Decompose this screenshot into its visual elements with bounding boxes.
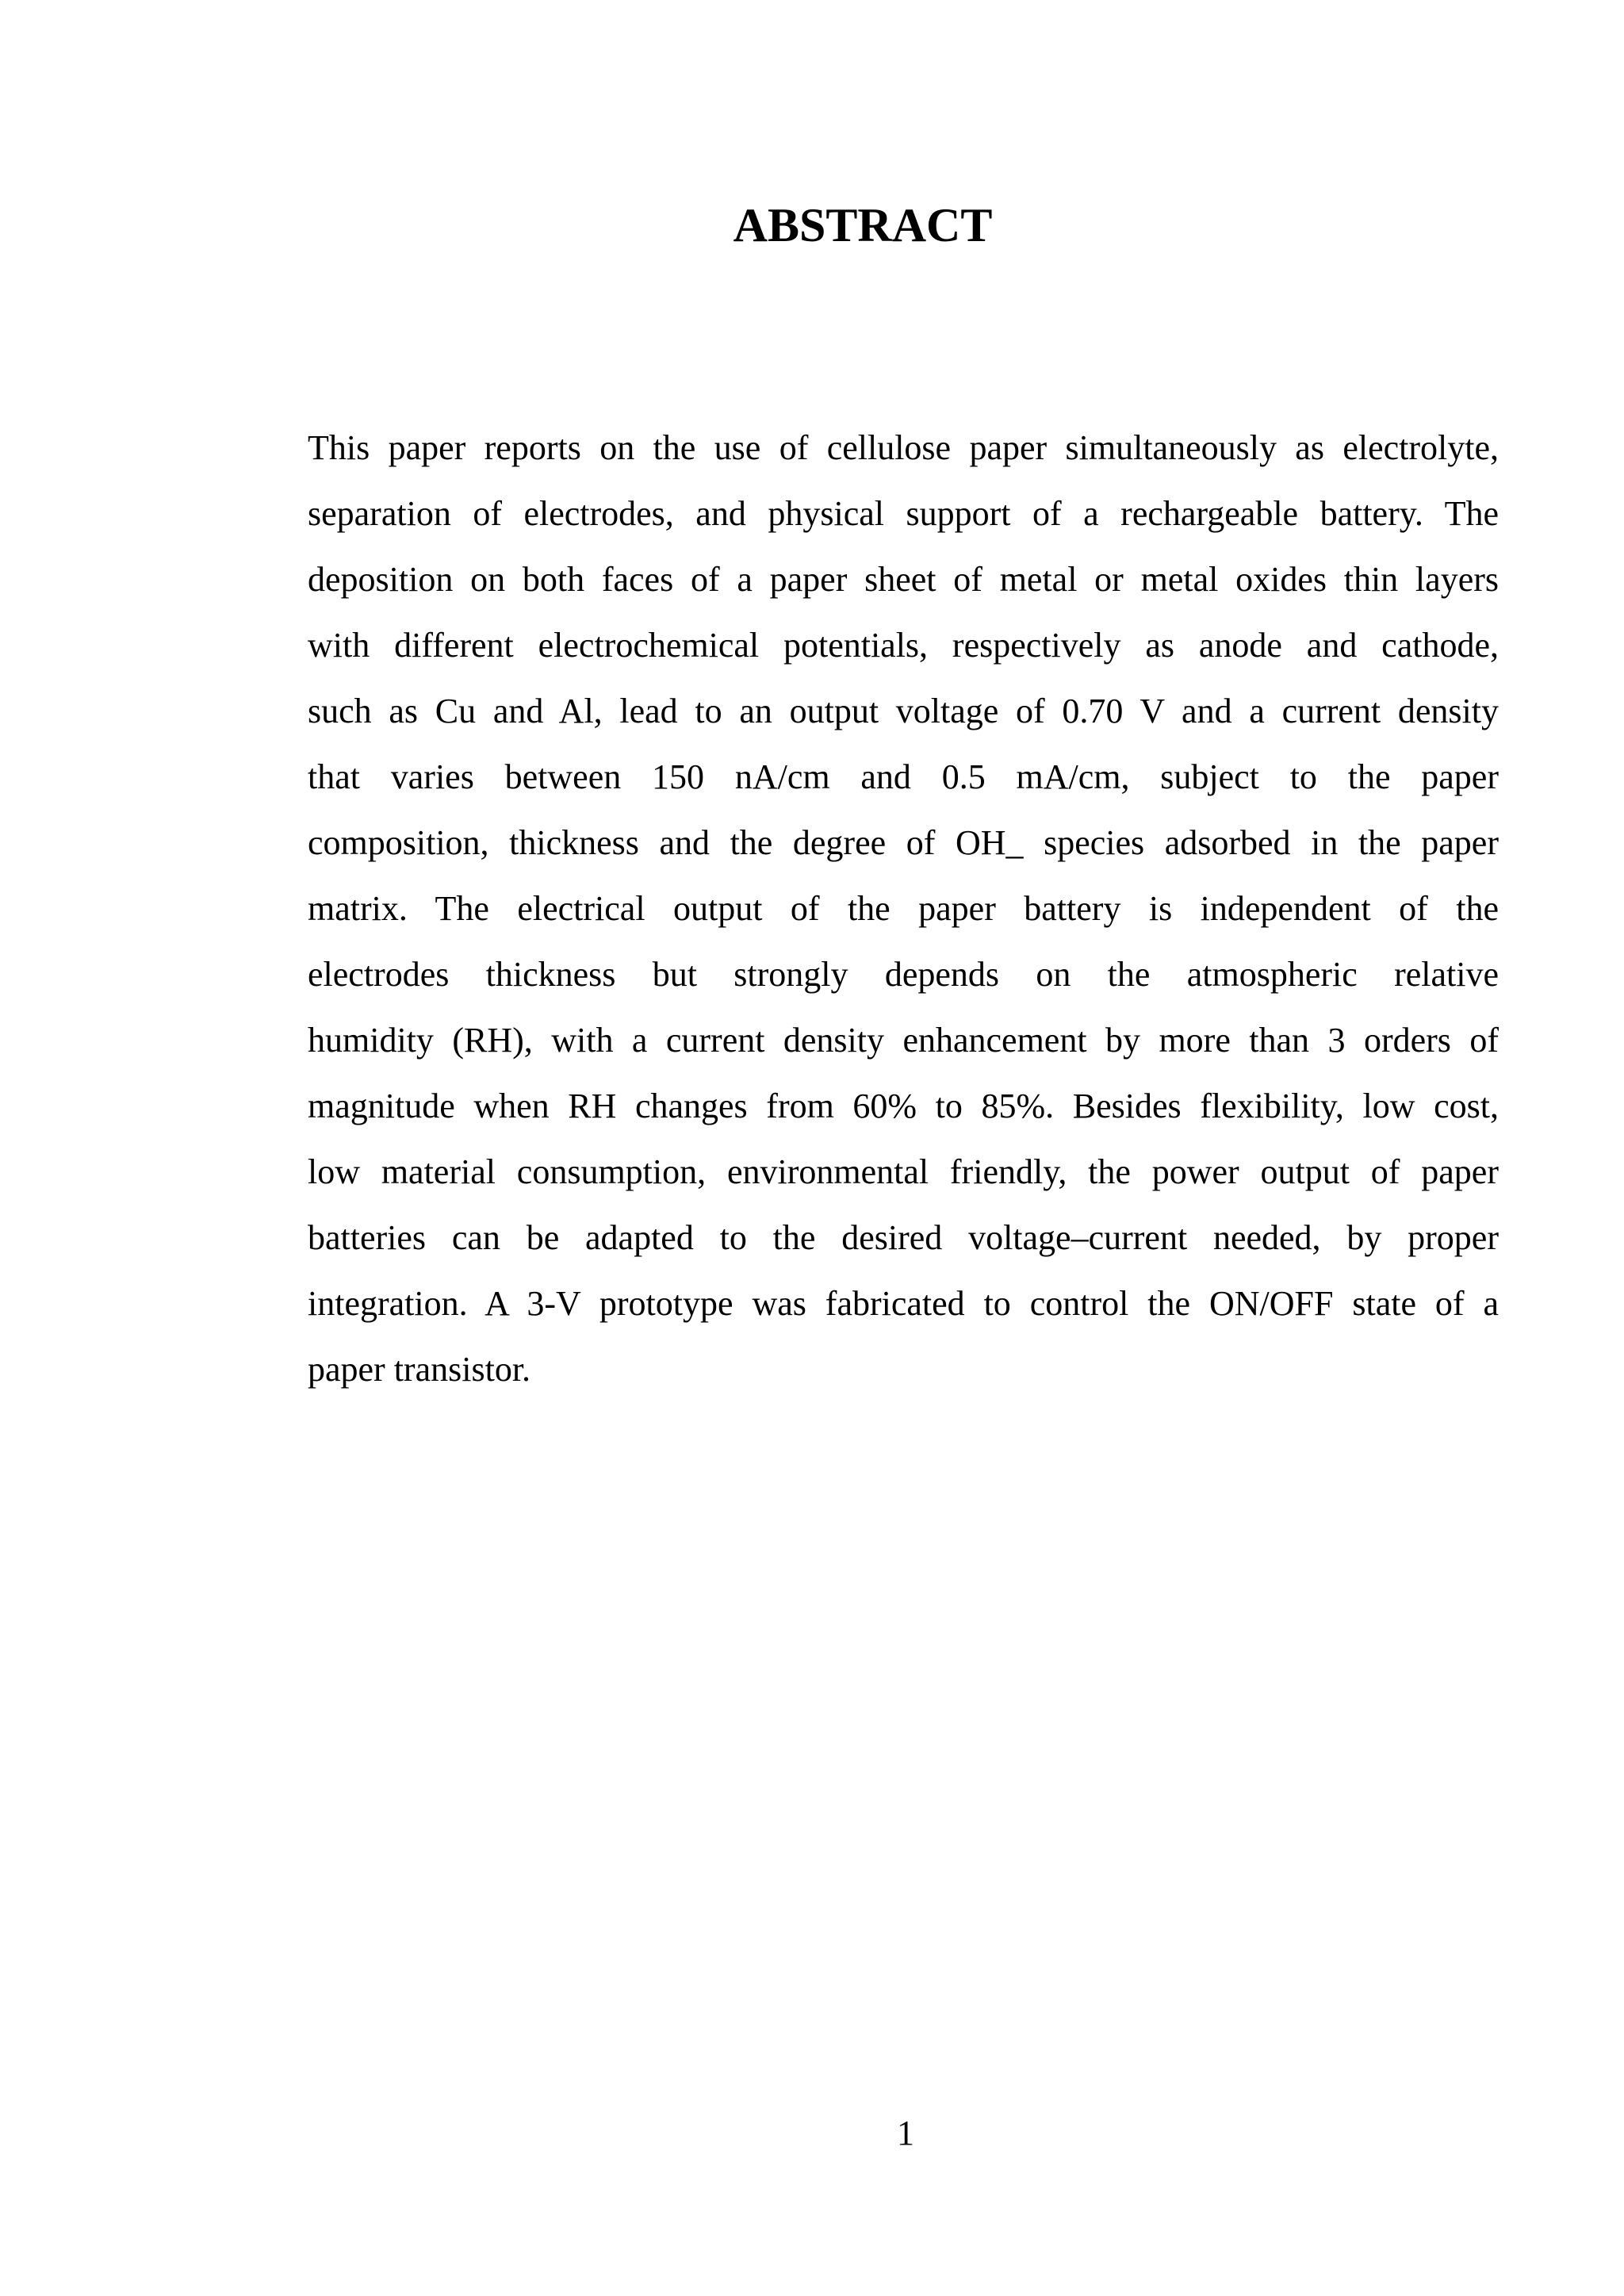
abstract-line: humidity (RH), with a current density enhancement by more than 3 orders of <box>308 1021 1499 1060</box>
abstract-line: matrix. The electrical output of the paper battery is independent of the <box>308 889 1499 928</box>
abstract-line: This paper reports on the use of cellulose paper simultaneously as electrolyte, <box>308 428 1499 467</box>
abstract-paragraph <box>308 415 1499 1402</box>
abstract-line: integration. A 3-V prototype was fabricated to control the ON/OFF state of a <box>308 1284 1499 1323</box>
abstract-line: paper transistor. <box>308 1350 531 1389</box>
abstract-line: low material consumption, environmental friendly, the power output of paper <box>308 1152 1499 1191</box>
abstract-line: deposition on both faces of a paper sheet of metal or metal oxides thin layers <box>308 560 1499 599</box>
abstract-line: electrodes thickness but strongly depends on the atmospheric relative <box>308 955 1499 994</box>
abstract-line: separation of electrodes, and physical support of a rechargeable battery. The <box>308 494 1499 533</box>
abstract-line: batteries can be adapted to the desired voltage–current needed, by proper <box>308 1218 1499 1257</box>
abstract-line: with different electrochemical potentials, respectively as anode and cathode, <box>308 626 1499 665</box>
page-title: ABSTRACT <box>733 199 993 251</box>
abstract-line: composition, thickness and the degree of OH_ species adsorbed in the paper <box>308 823 1499 862</box>
abstract-line: such as Cu and Al, lead to an output voltage of 0.70 V and a current density <box>308 692 1499 730</box>
abstract-line: magnitude when RH changes from 60% to 85%. Besides flexibility, low cost, <box>308 1087 1499 1125</box>
abstract-line: that varies between 150 nA/cm and 0.5 mA/cm, subject to the paper <box>308 757 1499 796</box>
page-number: 1 <box>897 2114 914 2152</box>
